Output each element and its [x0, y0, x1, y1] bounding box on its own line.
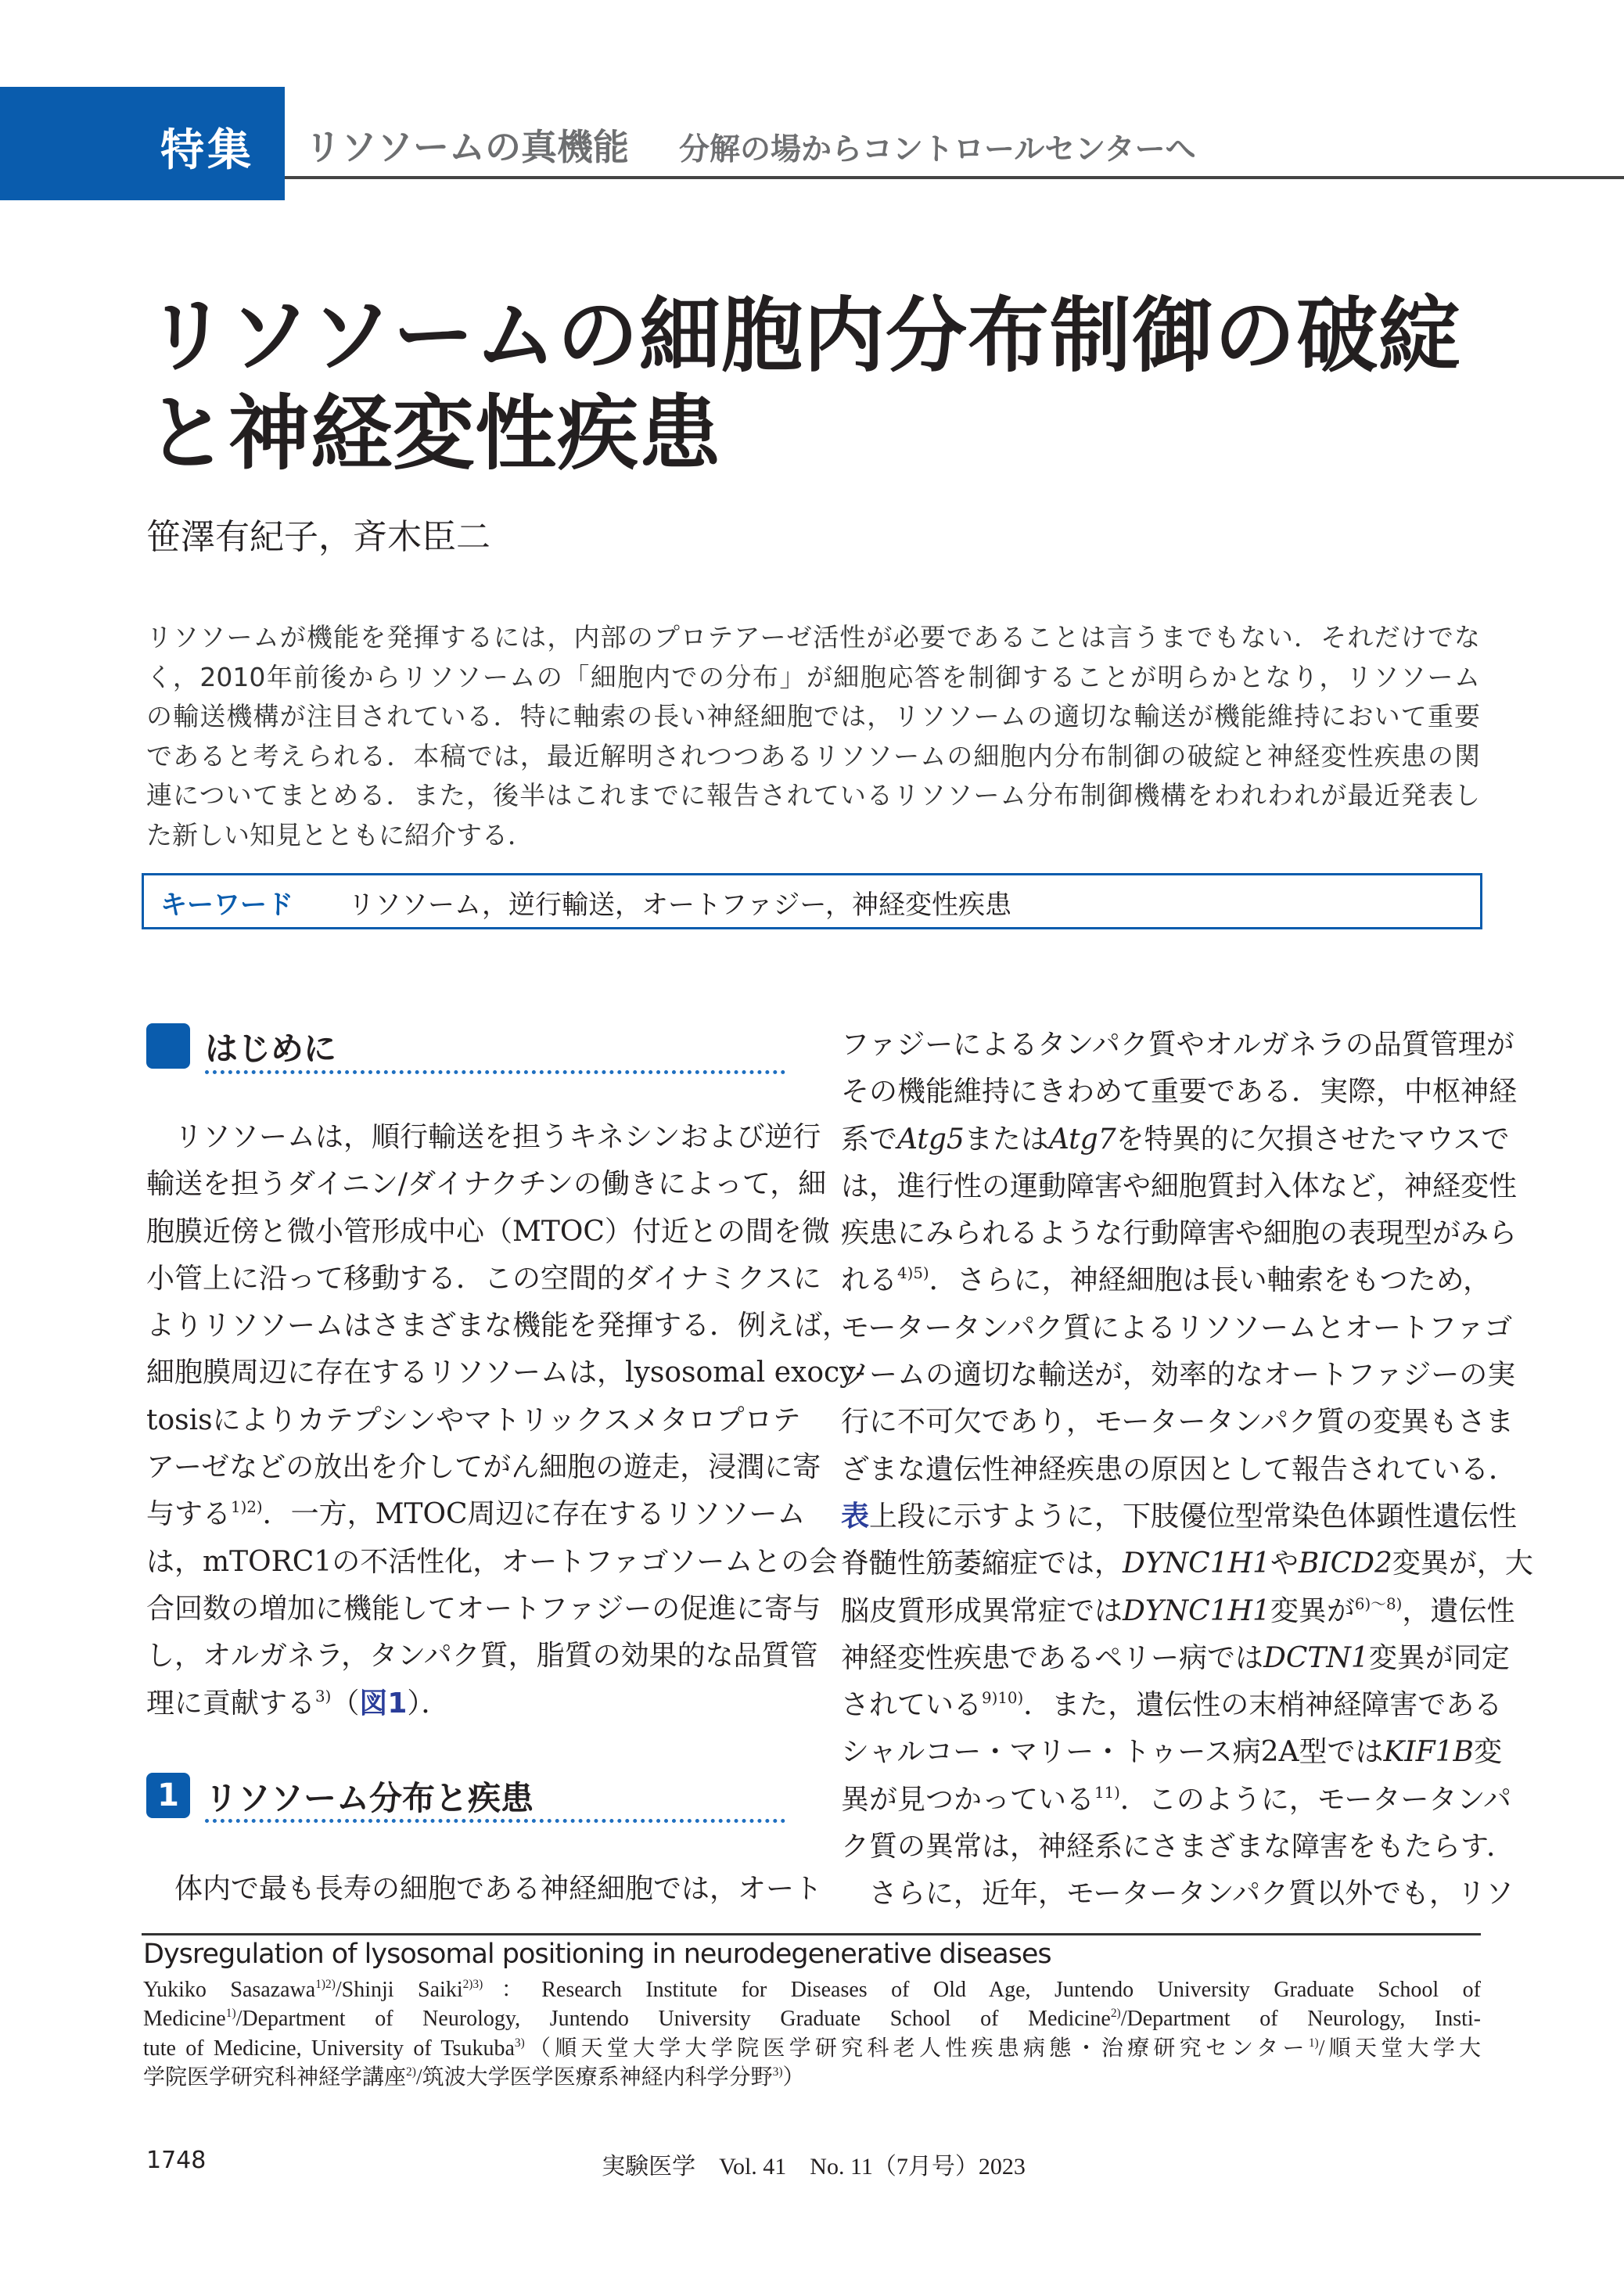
text-line — [841, 1493, 1518, 1540]
text-line — [841, 1210, 1518, 1257]
text-line — [841, 1022, 1514, 1069]
citation-superscript: 6)〜8) — [1354, 1594, 1403, 1613]
gene-name: KIF1B — [1383, 1736, 1474, 1769]
affiliations — [143, 1975, 1481, 2093]
text-line — [841, 1305, 1513, 1352]
authors: 笹澤有紀子，斉木臣二 — [146, 517, 490, 557]
citation-superscript: 3) — [315, 1687, 332, 1705]
text-line — [146, 1539, 838, 1586]
text-line — [143, 2004, 1481, 2033]
text: 脊髄性筋萎縮症では， — [841, 1547, 1123, 1580]
gene-name: Atg5 — [897, 1123, 965, 1155]
text-line — [841, 1729, 1502, 1776]
text: さらに，近年，モータータンパク質以外でも，リソ — [869, 1878, 1514, 1910]
text-line — [146, 737, 1480, 777]
text: /Shinji Saiki — [335, 1978, 463, 2002]
text: 学院医学研究科神経学講座 — [143, 2065, 407, 2090]
text: は，mTORC1の不活性化，オートファゴソームとの会 — [146, 1545, 838, 1578]
text-line — [841, 1163, 1518, 1210]
citation-superscript: 3) — [772, 2065, 783, 2079]
text: モータータンパク質によるリソソームとオートファゴ — [841, 1311, 1513, 1344]
text: Yukiko Sasazawa — [143, 1978, 316, 2002]
text-line — [146, 1680, 785, 1727]
text: よりリソソームはさまざまな機能を発揮する．例えば， — [146, 1310, 851, 1342]
text: であると考えられる．本稿では，最近解明されつつあるリソソームの細胞内分布制御の破綻と神経変性疾患の関 — [146, 740, 1480, 771]
journal-citation: 実験医学 Vol. 41 No. 11（7月号）2023 — [602, 2154, 1026, 2180]
text: リソソームは，順行輸送を担うキネシンおよび逆行 — [174, 1121, 821, 1153]
footer-divider — [142, 1933, 1481, 1935]
citation-superscript: 1)2) — [231, 1498, 263, 1517]
text: ．このように，モータータンパ — [1119, 1783, 1511, 1816]
citation-superscript: 1)2) — [315, 1978, 336, 1992]
text-line — [146, 1397, 801, 1444]
text-line — [146, 1350, 865, 1396]
citation-superscript: 2) — [1110, 2007, 1121, 2021]
text: 体内で最も長寿の細胞である神経細胞では，オート — [174, 1873, 823, 1905]
gene-name: DYNC1H1 — [1123, 1547, 1270, 1580]
text: シャルコー・マリー・トゥース病2A型では — [841, 1736, 1384, 1769]
text-line — [841, 1635, 1510, 1682]
text-line — [146, 776, 1480, 816]
text: tute of Medicine, University of Tsukuba — [143, 2036, 515, 2061]
citation-superscript: 4)5) — [897, 1264, 929, 1283]
text: 変異が，大 — [1392, 1547, 1533, 1580]
keywords-label: キーワード — [160, 890, 293, 921]
text: /順天堂大学大 — [1318, 2036, 1482, 2061]
english-title: Dysregulation of lysosomal positioning in neurodegenerative diseases — [143, 1939, 1051, 1970]
text-line — [841, 1824, 1515, 1871]
abstract — [146, 618, 1480, 855]
text-line — [146, 1444, 821, 1491]
text-line — [146, 697, 1480, 737]
text-line — [146, 1209, 830, 1256]
text-line — [841, 1777, 1511, 1824]
body-column-right — [841, 1022, 1533, 1918]
text: （順天堂大学大学院医学研究科老人性疾患病態・治療研究センター — [524, 2036, 1309, 2061]
text-line — [146, 1586, 821, 1633]
text: /Department of Neurology, Insti- — [1120, 2007, 1481, 2032]
section-dotted-rule — [205, 1819, 785, 1823]
article-title-line-2: と神経変性疾患 — [146, 386, 722, 481]
text: 胞膜近傍と微小管形成中心（MTOC）付近との間を微 — [146, 1215, 830, 1248]
text: 小管上に沿って移動する．この空間的ダイナミクスに — [146, 1262, 821, 1295]
keywords: リソソーム，逆行輸送，オートファジー，神経変性疾患 — [348, 890, 1011, 921]
text: ）． — [407, 1687, 450, 1720]
section-number: 1 — [146, 1773, 190, 1818]
text: 行に不可欠であり，モータータンパク質の変異もさま — [841, 1406, 1514, 1439]
text-line — [841, 1116, 1510, 1163]
text: た新しい知見とともに紹介する． — [146, 819, 534, 850]
text-line — [146, 1303, 851, 1350]
text-line — [143, 2063, 1481, 2092]
text-line — [146, 618, 1480, 658]
text-line — [841, 1540, 1533, 1587]
text: ．さらに，神経細胞は長い軸索をもつため， — [929, 1264, 1492, 1297]
body-column-left-section1 — [146, 1866, 823, 1913]
gene-name: DYNC1H1 — [1123, 1594, 1270, 1627]
text: は，進行性の運動障害や細胞質封入体など，神経変性 — [841, 1170, 1518, 1202]
article-title-line-1: リソソームの細胞内分布制御の破綻 — [146, 288, 1461, 383]
citation-superscript: 2) — [406, 2065, 416, 2079]
section-heading-1: リソソーム分布と疾患 — [205, 1779, 534, 1817]
text: アーゼなどの放出を介してがん細胞の遊走，浸潤に寄 — [146, 1451, 821, 1484]
text-line — [841, 1871, 1514, 1917]
text-line — [146, 1161, 827, 1208]
text: または — [964, 1123, 1049, 1155]
text-line — [841, 1399, 1514, 1446]
text: 変異が — [1270, 1594, 1355, 1627]
text: ） — [782, 2065, 805, 2090]
text-line — [841, 1447, 1518, 1493]
citation-superscript: 2)3) — [462, 1978, 483, 1992]
series-subtitle: 分解の場からコントロールセンターへ — [679, 132, 1196, 167]
text-line — [146, 1114, 821, 1161]
text-line — [146, 1866, 823, 1913]
text: 上段に示すように，下肢優位型常染色体顕性遺伝性 — [869, 1500, 1518, 1533]
section-heading-intro: はじめに — [205, 1030, 337, 1068]
text: く，2010年前後からリソソームの「細胞内での分布」が細胞応答を制御することが明らかとなり，リソソーム — [146, 661, 1480, 692]
citation-superscript: 3) — [514, 2036, 525, 2050]
text: 変 — [1473, 1736, 1502, 1769]
text: 変異が同定 — [1368, 1641, 1510, 1674]
text: ：Research Institute for Diseases of Old Age, Juntendo University Graduate School of — [483, 1978, 1481, 2002]
text: 輸送を担うダイニン/ダイナクチンの働きによって，細 — [146, 1168, 827, 1201]
text: 連についてまとめる．また，後半はこれまでに報告されているリソソーム分布制御機構をわれわれが最近発表し — [146, 780, 1480, 810]
text: 神経変性疾患であるペリー病では — [841, 1641, 1264, 1674]
text: その機能維持にきわめて重要である．実際，中枢神経 — [841, 1076, 1518, 1109]
text: ，遺伝性 — [1402, 1594, 1515, 1627]
text-line — [143, 1975, 1481, 2004]
text: 合回数の増加に機能してオートファジーの促進に寄与 — [146, 1592, 821, 1625]
text-line — [146, 1256, 821, 1303]
text-line — [146, 658, 1480, 698]
text: ファジーによるタンパク質やオルガネラの品質管理が — [841, 1029, 1514, 1061]
text: Medicine — [143, 2007, 226, 2032]
text: 異が見つかっている — [841, 1783, 1095, 1816]
text: ．一方，MTOC周辺に存在するリソソーム — [262, 1498, 806, 1531]
text: /Department of Neurology, Juntendo University Graduate School of Medicine — [235, 2007, 1111, 2032]
text: の輸送機構が注目されている．特に軸索の長い神経細胞では，リソソームの適切な輸送が機能維持において重要 — [146, 701, 1480, 731]
gene-name: BICD2 — [1298, 1547, 1392, 1580]
citation-superscript: 11) — [1094, 1783, 1120, 1802]
text: 細胞膜周辺に存在するリソソームは，lysosomal exocy- — [146, 1357, 865, 1389]
section-marker — [146, 1023, 190, 1069]
text: tosisによりカテプシンやマトリックスメタロプロテ — [146, 1403, 801, 1436]
text-line — [841, 1069, 1518, 1116]
citation-superscript: 9)10) — [982, 1689, 1024, 1708]
body-column-left-intro — [146, 1114, 865, 1727]
gene-name: Atg7 — [1048, 1123, 1116, 1155]
text: （ — [331, 1687, 360, 1720]
figure-reference-link[interactable]: 表 — [841, 1500, 870, 1533]
text-line — [841, 1682, 1503, 1729]
text: や — [1270, 1547, 1299, 1580]
text-line — [146, 1491, 806, 1538]
text: を特異的に欠損させたマウスで — [1116, 1123, 1510, 1155]
text-line — [143, 2034, 1481, 2063]
citation-superscript: 1) — [225, 2007, 236, 2021]
text: ．また，遺伝性の末梢神経障害である — [1023, 1689, 1503, 1722]
text-line — [841, 1588, 1515, 1635]
text: し，オルガネラ，タンパク質，脂質の効果的な品質管 — [146, 1640, 818, 1673]
figure-reference-link[interactable]: 図1 — [359, 1687, 408, 1720]
text-line — [841, 1257, 1492, 1304]
text: /筑波大学医学医療系神経内科学分野 — [415, 2065, 773, 2090]
text: れる — [841, 1264, 898, 1297]
header-divider — [285, 176, 1624, 179]
citation-superscript: 1) — [1308, 2036, 1319, 2050]
text: 脳皮質形成異常症では — [841, 1594, 1123, 1627]
text-line — [841, 1352, 1516, 1399]
text: 与する — [146, 1498, 232, 1531]
text: リソソームが機能を発揮するには，内部のプロテアーゼ活性が必要であることは言うまでもない．それだけでな — [146, 622, 1480, 652]
text-line — [146, 1633, 818, 1680]
gene-name: DCTN1 — [1263, 1641, 1369, 1674]
text: 疾患にみられるような行動障害や細胞の表現型がみら — [841, 1217, 1518, 1250]
page-number: 1748 — [146, 2147, 207, 2174]
series-title: リソソームの真機能 — [305, 126, 629, 168]
text-line — [146, 816, 1480, 856]
text: ク質の異常は，神経系にさまざまな障害をもたらす． — [841, 1831, 1515, 1864]
feature-label: 特集 — [160, 125, 254, 176]
text: 系で — [841, 1123, 898, 1155]
text: ざまな遺伝性神経疾患の原因として報告されている． — [841, 1453, 1518, 1486]
text: されている — [841, 1689, 983, 1722]
section-dotted-rule — [205, 1070, 785, 1074]
text: ソームの適切な輸送が，効率的なオートファジーの実 — [841, 1359, 1516, 1392]
text: 理に貢献する — [146, 1687, 316, 1720]
